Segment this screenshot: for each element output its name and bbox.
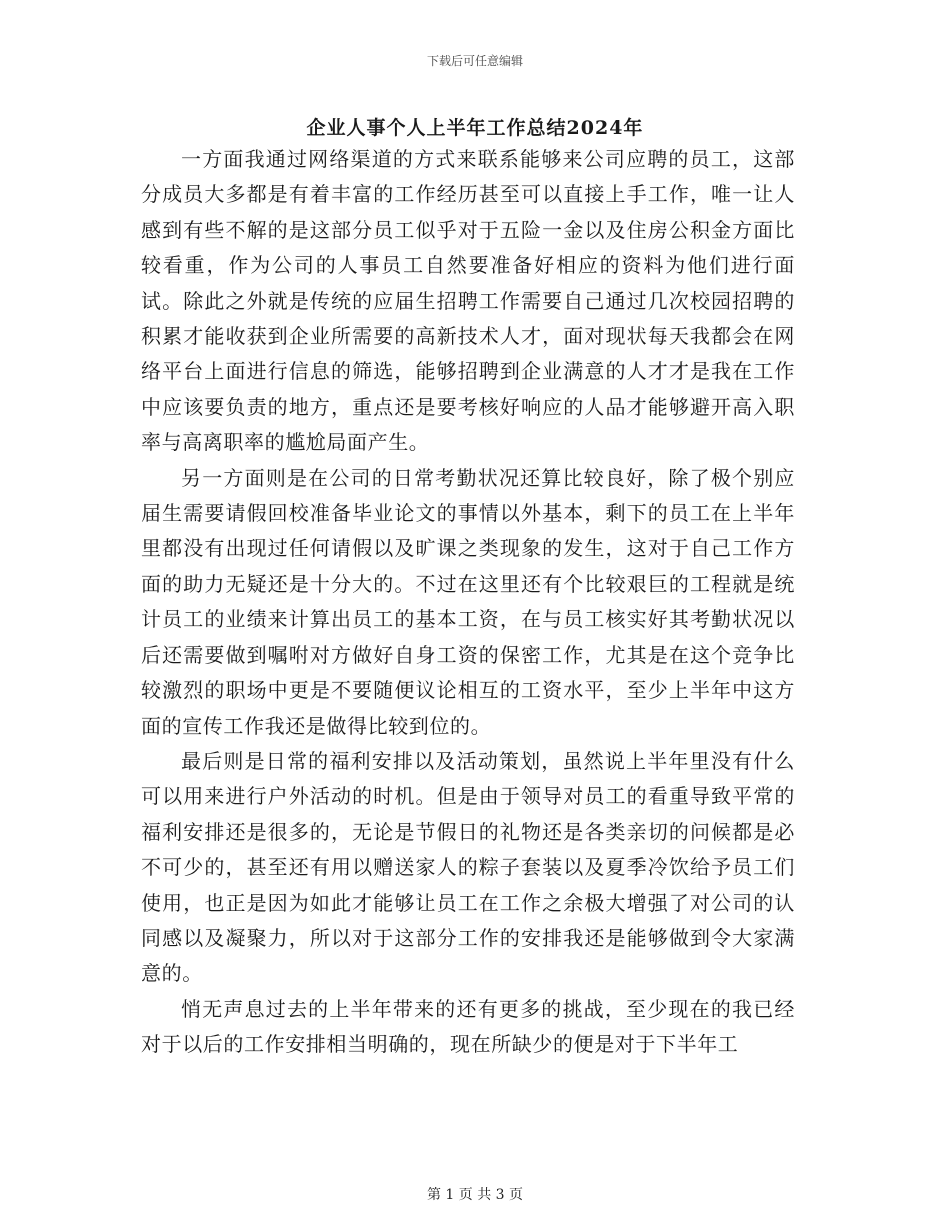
- page-header-note: 下载后可任意编辑: [426, 54, 523, 68]
- page-number: 第 1 页 共 3 页: [426, 1187, 524, 1203]
- document-title: 企业人事个人上半年工作总结2024年: [306, 117, 644, 139]
- paragraph: 悄无声息过去的上半年带来的还有更多的挑战，至少现在的我已经对于以后的工作安排相当明确的，现在所缺少的便是对于下半年工: [141, 996, 795, 1057]
- paragraph: 另一方面则是在公司的日常考勤状况还算比较良好，除了极个别应届生需要请假回校准备毕业论文的事情以外基本，剩下的员工在上半年里都没有出现过任何请假以及旷课之类现象的发生，这对于自己工作方面的助力无疑还是十分大的。不过在这里还有个比较艰巨的工程就是统计员工的业绩来计算出员工的基本工资，在与员工核实好其考勤状况以后还需要做到嘱咐对方做好自身工资的保密工作，尤其是在这个竞争比较激烈的职场中更是不要随便议论相互的工资水平，至少上半年中这方面的宣传工作我还是做得比较到位的。: [141, 465, 795, 738]
- paragraph: 最后则是日常的福利安排以及活动策划，虽然说上半年里没有什么可以用来进行户外活动的时机。但是由于领导对员工的看重导致平常的福利安排还是很多的，无论是节假日的礼物还是各类亲切的问候都是必不可少的，甚至还有用以赠送家人的粽子套装以及夏季冷饮给予员工们使用，也正是因为如此才能够让员工在工作之余极大增强了对公司的认同感以及凝聚力，所以对于这部分工作的安排我还是能够做到令大家满意的。: [141, 748, 795, 986]
- paragraph: 一方面我通过网络渠道的方式来联系能够来公司应聘的员工，这部分成员大多都是有着丰富的工作经历甚至可以直接上手工作，唯一让人感到有些不解的是这部分员工似乎对于五险一金以及住房公积金方面比较看重，作为公司的人事员工自然要准备好相应的资料为他们进行面试。除此之外就是传统的应届生招聘工作需要自己通过几次校园招聘的积累才能收获到企业所需要的高新技术人才，面对现状每天我都会在网络平台上面进行信息的筛选，能够招聘到企业满意的人才才是我在工作中应该要负责的地方，重点还是要考核好响应的人品才能够避开高入职率与高离职率的尴尬局面产生。: [141, 147, 795, 455]
- document-body: [141, 142, 795, 1063]
